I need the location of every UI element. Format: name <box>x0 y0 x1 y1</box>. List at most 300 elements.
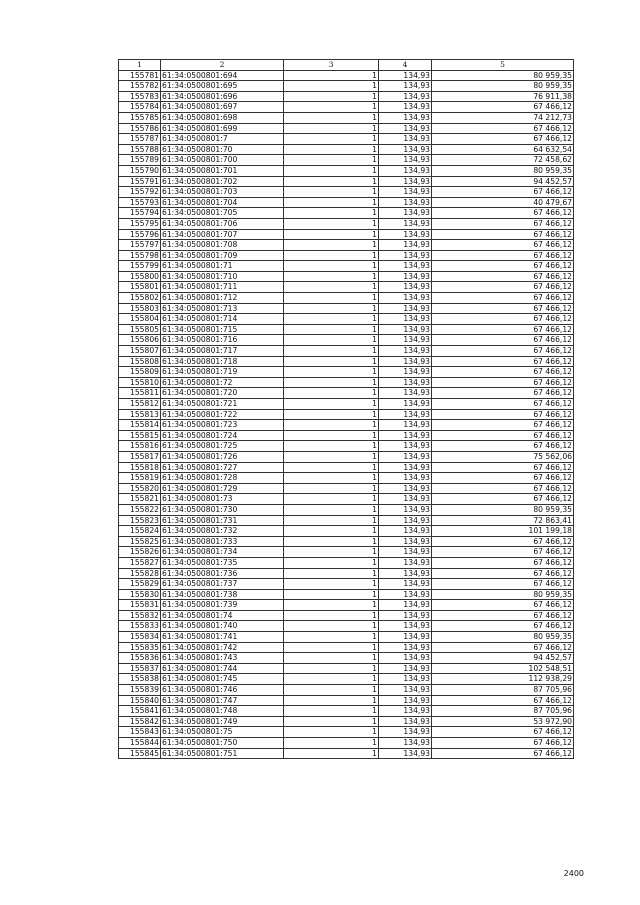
table-row <box>119 346 574 357</box>
cadastral-number-cell: 61:34:0500801:741 <box>161 632 284 643</box>
quantity-cell: 1 <box>284 176 379 187</box>
value-cell: 67 466,12 <box>432 473 574 484</box>
quantity-cell: 1 <box>284 695 379 706</box>
value-cell: 67 466,12 <box>432 536 574 547</box>
cadastral-number-cell: 61:34:0500801:694 <box>161 70 284 81</box>
quantity-cell: 1 <box>284 526 379 537</box>
table-row <box>119 102 574 113</box>
row-number-cell: 155811 <box>119 388 161 399</box>
area-cell: 134,93 <box>379 261 432 272</box>
row-number-cell: 155822 <box>119 504 161 515</box>
table-row <box>119 229 574 240</box>
table-row <box>119 70 574 81</box>
area-cell: 134,93 <box>379 165 432 176</box>
table-row <box>119 589 574 600</box>
area-cell: 134,93 <box>379 293 432 304</box>
quantity-cell: 1 <box>284 155 379 166</box>
table-row <box>119 451 574 462</box>
area-cell: 134,93 <box>379 547 432 558</box>
cadastral-number-cell: 61:34:0500801:735 <box>161 557 284 568</box>
table-row <box>119 462 574 473</box>
column-header-5: 5 <box>432 60 574 71</box>
area-cell: 134,93 <box>379 81 432 92</box>
cadastral-number-cell: 61:34:0500801:706 <box>161 218 284 229</box>
quantity-cell: 1 <box>284 451 379 462</box>
table-row <box>119 112 574 123</box>
quantity-cell: 1 <box>284 536 379 547</box>
value-cell: 87 705,96 <box>432 706 574 717</box>
cadastral-number-cell: 61:34:0500801:717 <box>161 346 284 357</box>
value-cell: 67 466,12 <box>432 441 574 452</box>
table-row <box>119 642 574 653</box>
quantity-cell: 1 <box>284 706 379 717</box>
quantity-cell: 1 <box>284 102 379 113</box>
value-cell: 67 466,12 <box>432 727 574 738</box>
area-cell: 134,93 <box>379 388 432 399</box>
table-row <box>119 282 574 293</box>
value-cell: 75 562,06 <box>432 451 574 462</box>
cadastral-number-cell: 61:34:0500801:719 <box>161 367 284 378</box>
row-number-cell: 155831 <box>119 600 161 611</box>
table-row <box>119 494 574 505</box>
value-cell: 67 466,12 <box>432 483 574 494</box>
value-cell: 72 458,62 <box>432 155 574 166</box>
table-row <box>119 165 574 176</box>
cadastral-number-cell: 61:34:0500801:713 <box>161 303 284 314</box>
quantity-cell: 1 <box>284 377 379 388</box>
cadastral-number-cell: 61:34:0500801:75 <box>161 727 284 738</box>
value-cell: 40 479,67 <box>432 197 574 208</box>
area-cell: 134,93 <box>379 515 432 526</box>
cadastral-number-cell: 61:34:0500801:749 <box>161 716 284 727</box>
quantity-cell: 1 <box>284 547 379 558</box>
table-row <box>119 144 574 155</box>
value-cell: 67 466,12 <box>432 377 574 388</box>
value-cell: 67 466,12 <box>432 494 574 505</box>
quantity-cell: 1 <box>284 271 379 282</box>
cadastral-number-cell: 61:34:0500801:725 <box>161 441 284 452</box>
table-row <box>119 716 574 727</box>
area-cell: 134,93 <box>379 695 432 706</box>
row-number-cell: 155826 <box>119 547 161 558</box>
table-row <box>119 748 574 759</box>
table-row <box>119 250 574 261</box>
row-number-cell: 155844 <box>119 738 161 749</box>
table-row <box>119 261 574 272</box>
table-row <box>119 663 574 674</box>
row-number-cell: 155801 <box>119 282 161 293</box>
cadastral-number-cell: 61:34:0500801:7 <box>161 134 284 145</box>
value-cell: 67 466,12 <box>432 748 574 759</box>
table-row <box>119 81 574 92</box>
area-cell: 134,93 <box>379 420 432 431</box>
table-row <box>119 367 574 378</box>
table-row <box>119 621 574 632</box>
row-number-cell: 155839 <box>119 685 161 696</box>
row-number-cell: 155838 <box>119 674 161 685</box>
area-cell: 134,93 <box>379 240 432 251</box>
area-cell: 134,93 <box>379 229 432 240</box>
cadastral-number-cell: 61:34:0500801:704 <box>161 197 284 208</box>
data-table <box>118 59 574 759</box>
cadastral-number-cell: 61:34:0500801:728 <box>161 473 284 484</box>
area-cell: 134,93 <box>379 144 432 155</box>
cadastral-number-cell: 61:34:0500801:695 <box>161 81 284 92</box>
cadastral-number-cell: 61:34:0500801:696 <box>161 91 284 102</box>
area-cell: 134,93 <box>379 621 432 632</box>
value-cell: 67 466,12 <box>432 324 574 335</box>
table-row <box>119 314 574 325</box>
area-cell: 134,93 <box>379 589 432 600</box>
value-cell: 67 466,12 <box>432 600 574 611</box>
value-cell: 67 466,12 <box>432 409 574 420</box>
cadastral-number-cell: 61:34:0500801:745 <box>161 674 284 685</box>
cadastral-number-cell: 61:34:0500801:750 <box>161 738 284 749</box>
cadastral-number-cell: 61:34:0500801:701 <box>161 165 284 176</box>
cadastral-number-cell: 61:34:0500801:736 <box>161 568 284 579</box>
cadastral-number-cell: 61:34:0500801:744 <box>161 663 284 674</box>
table-header <box>119 60 574 71</box>
table-row <box>119 568 574 579</box>
cadastral-number-cell: 61:34:0500801:724 <box>161 430 284 441</box>
row-number-cell: 155796 <box>119 229 161 240</box>
table-row <box>119 324 574 335</box>
cadastral-number-cell: 61:34:0500801:699 <box>161 123 284 134</box>
quantity-cell: 1 <box>284 589 379 600</box>
row-number-cell: 155782 <box>119 81 161 92</box>
row-number-cell: 155784 <box>119 102 161 113</box>
cadastral-number-cell: 61:34:0500801:72 <box>161 377 284 388</box>
row-number-cell: 155806 <box>119 335 161 346</box>
area-cell: 134,93 <box>379 324 432 335</box>
quantity-cell: 1 <box>284 144 379 155</box>
quantity-cell: 1 <box>284 462 379 473</box>
row-number-cell: 155828 <box>119 568 161 579</box>
value-cell: 67 466,12 <box>432 187 574 198</box>
quantity-cell: 1 <box>284 282 379 293</box>
cadastral-number-cell: 61:34:0500801:740 <box>161 621 284 632</box>
cadastral-number-cell: 61:34:0500801:74 <box>161 610 284 621</box>
cadastral-number-cell: 61:34:0500801:739 <box>161 600 284 611</box>
value-cell: 67 466,12 <box>432 738 574 749</box>
table-row <box>119 685 574 696</box>
quantity-cell: 1 <box>284 293 379 304</box>
quantity-cell: 1 <box>284 727 379 738</box>
row-number-cell: 155832 <box>119 610 161 621</box>
quantity-cell: 1 <box>284 568 379 579</box>
row-number-cell: 155800 <box>119 271 161 282</box>
row-number-cell: 155803 <box>119 303 161 314</box>
value-cell: 67 466,12 <box>432 335 574 346</box>
cadastral-number-cell: 61:34:0500801:721 <box>161 399 284 410</box>
value-cell: 67 466,12 <box>432 102 574 113</box>
value-cell: 53 972,90 <box>432 716 574 727</box>
area-cell: 134,93 <box>379 314 432 325</box>
row-number-cell: 155830 <box>119 589 161 600</box>
value-cell: 67 466,12 <box>432 621 574 632</box>
table-row <box>119 632 574 643</box>
area-cell: 134,93 <box>379 91 432 102</box>
quantity-cell: 1 <box>284 473 379 484</box>
value-cell: 67 466,12 <box>432 134 574 145</box>
value-cell: 67 466,12 <box>432 557 574 568</box>
table-row <box>119 526 574 537</box>
quantity-cell: 1 <box>284 441 379 452</box>
area-cell: 134,93 <box>379 536 432 547</box>
cadastral-number-cell: 61:34:0500801:705 <box>161 208 284 219</box>
cadastral-number-cell: 61:34:0500801:703 <box>161 187 284 198</box>
table-row <box>119 515 574 526</box>
cadastral-number-cell: 61:34:0500801:730 <box>161 504 284 515</box>
value-cell: 72 863,41 <box>432 515 574 526</box>
table-row <box>119 547 574 558</box>
table-row <box>119 293 574 304</box>
quantity-cell: 1 <box>284 134 379 145</box>
table-row <box>119 674 574 685</box>
area-cell: 134,93 <box>379 600 432 611</box>
area-cell: 134,93 <box>379 716 432 727</box>
value-cell: 67 466,12 <box>432 367 574 378</box>
value-cell: 67 466,12 <box>432 250 574 261</box>
quantity-cell: 1 <box>284 748 379 759</box>
value-cell: 67 466,12 <box>432 420 574 431</box>
row-number-cell: 155802 <box>119 293 161 304</box>
row-number-cell: 155812 <box>119 399 161 410</box>
area-cell: 134,93 <box>379 685 432 696</box>
value-cell: 67 466,12 <box>432 399 574 410</box>
area-cell: 134,93 <box>379 674 432 685</box>
row-number-cell: 155829 <box>119 579 161 590</box>
cadastral-number-cell: 61:34:0500801:727 <box>161 462 284 473</box>
quantity-cell: 1 <box>284 579 379 590</box>
row-number-cell: 155809 <box>119 367 161 378</box>
value-cell: 67 466,12 <box>432 303 574 314</box>
table-row <box>119 536 574 547</box>
cadastral-number-cell: 61:34:0500801:707 <box>161 229 284 240</box>
value-cell: 94 452,57 <box>432 653 574 664</box>
column-header-4: 4 <box>379 60 432 71</box>
value-cell: 67 466,12 <box>432 261 574 272</box>
quantity-cell: 1 <box>284 600 379 611</box>
cadastral-number-cell: 61:34:0500801:71 <box>161 261 284 272</box>
cadastral-number-cell: 61:34:0500801:723 <box>161 420 284 431</box>
value-cell: 67 466,12 <box>432 240 574 251</box>
value-cell: 94 452,57 <box>432 176 574 187</box>
table-row <box>119 134 574 145</box>
area-cell: 134,93 <box>379 557 432 568</box>
value-cell: 80 959,35 <box>432 504 574 515</box>
value-cell: 67 466,12 <box>432 314 574 325</box>
quantity-cell: 1 <box>284 642 379 653</box>
quantity-cell: 1 <box>284 165 379 176</box>
value-cell: 87 705,96 <box>432 685 574 696</box>
area-cell: 134,93 <box>379 356 432 367</box>
row-number-cell: 155845 <box>119 748 161 759</box>
row-number-cell: 155824 <box>119 526 161 537</box>
quantity-cell: 1 <box>284 663 379 674</box>
quantity-cell: 1 <box>284 653 379 664</box>
row-number-cell: 155843 <box>119 727 161 738</box>
row-number-cell: 155781 <box>119 70 161 81</box>
area-cell: 134,93 <box>379 250 432 261</box>
value-cell: 67 466,12 <box>432 462 574 473</box>
row-number-cell: 155841 <box>119 706 161 717</box>
value-cell: 80 959,35 <box>432 81 574 92</box>
cadastral-number-cell: 61:34:0500801:70 <box>161 144 284 155</box>
area-cell: 134,93 <box>379 526 432 537</box>
cadastral-number-cell: 61:34:0500801:698 <box>161 112 284 123</box>
quantity-cell: 1 <box>284 674 379 685</box>
row-number-cell: 155825 <box>119 536 161 547</box>
area-cell: 134,93 <box>379 282 432 293</box>
value-cell: 67 466,12 <box>432 346 574 357</box>
cadastral-number-cell: 61:34:0500801:722 <box>161 409 284 420</box>
cadastral-number-cell: 61:34:0500801:709 <box>161 250 284 261</box>
value-cell: 101 199,18 <box>432 526 574 537</box>
value-cell: 112 938,29 <box>432 674 574 685</box>
quantity-cell: 1 <box>284 409 379 420</box>
quantity-cell: 1 <box>284 557 379 568</box>
area-cell: 134,93 <box>379 494 432 505</box>
quantity-cell: 1 <box>284 399 379 410</box>
table-row <box>119 409 574 420</box>
quantity-cell: 1 <box>284 685 379 696</box>
cadastral-number-cell: 61:34:0500801:737 <box>161 579 284 590</box>
area-cell: 134,93 <box>379 102 432 113</box>
table-row <box>119 706 574 717</box>
value-cell: 67 466,12 <box>432 282 574 293</box>
value-cell: 67 466,12 <box>432 356 574 367</box>
column-header-3: 3 <box>284 60 379 71</box>
row-number-cell: 155819 <box>119 473 161 484</box>
area-cell: 134,93 <box>379 610 432 621</box>
row-number-cell: 155833 <box>119 621 161 632</box>
area-cell: 134,93 <box>379 473 432 484</box>
row-number-cell: 155837 <box>119 663 161 674</box>
value-cell: 80 959,35 <box>432 632 574 643</box>
quantity-cell: 1 <box>284 621 379 632</box>
area-cell: 134,93 <box>379 346 432 357</box>
header-row <box>119 60 574 71</box>
row-number-cell: 155783 <box>119 91 161 102</box>
area-cell: 134,93 <box>379 642 432 653</box>
cadastral-number-cell: 61:34:0500801:711 <box>161 282 284 293</box>
quantity-cell: 1 <box>284 716 379 727</box>
column-header-2: 2 <box>161 60 284 71</box>
row-number-cell: 155821 <box>119 494 161 505</box>
quantity-cell: 1 <box>284 187 379 198</box>
row-number-cell: 155785 <box>119 112 161 123</box>
cadastral-number-cell: 61:34:0500801:729 <box>161 483 284 494</box>
value-cell: 67 466,12 <box>432 642 574 653</box>
row-number-cell: 155814 <box>119 420 161 431</box>
row-number-cell: 155791 <box>119 176 161 187</box>
row-number-cell: 155805 <box>119 324 161 335</box>
area-cell: 134,93 <box>379 187 432 198</box>
table-row <box>119 91 574 102</box>
area-cell: 134,93 <box>379 483 432 494</box>
quantity-cell: 1 <box>284 91 379 102</box>
value-cell: 67 466,12 <box>432 610 574 621</box>
quantity-cell: 1 <box>284 112 379 123</box>
cadastral-number-cell: 61:34:0500801:732 <box>161 526 284 537</box>
table-row <box>119 483 574 494</box>
table-row <box>119 197 574 208</box>
area-cell: 134,93 <box>379 197 432 208</box>
quantity-cell: 1 <box>284 610 379 621</box>
value-cell: 102 548,51 <box>432 663 574 674</box>
table-row <box>119 557 574 568</box>
row-number-cell: 155842 <box>119 716 161 727</box>
quantity-cell: 1 <box>284 335 379 346</box>
cadastral-number-cell: 61:34:0500801:710 <box>161 271 284 282</box>
row-number-cell: 155827 <box>119 557 161 568</box>
row-number-cell: 155797 <box>119 240 161 251</box>
cadastral-number-cell: 61:34:0500801:720 <box>161 388 284 399</box>
table-row <box>119 399 574 410</box>
cadastral-number-cell: 61:34:0500801:708 <box>161 240 284 251</box>
area-cell: 134,93 <box>379 727 432 738</box>
area-cell: 134,93 <box>379 504 432 515</box>
quantity-cell: 1 <box>284 70 379 81</box>
value-cell: 80 959,35 <box>432 165 574 176</box>
table-row <box>119 187 574 198</box>
area-cell: 134,93 <box>379 271 432 282</box>
row-number-cell: 155794 <box>119 208 161 219</box>
area-cell: 134,93 <box>379 706 432 717</box>
quantity-cell: 1 <box>284 240 379 251</box>
row-number-cell: 155823 <box>119 515 161 526</box>
row-number-cell: 155790 <box>119 165 161 176</box>
cadastral-number-cell: 61:34:0500801:697 <box>161 102 284 113</box>
quantity-cell: 1 <box>284 504 379 515</box>
area-cell: 134,93 <box>379 218 432 229</box>
area-cell: 134,93 <box>379 653 432 664</box>
quantity-cell: 1 <box>284 197 379 208</box>
cadastral-number-cell: 61:34:0500801:702 <box>161 176 284 187</box>
area-cell: 134,93 <box>379 663 432 674</box>
value-cell: 67 466,12 <box>432 579 574 590</box>
area-cell: 134,93 <box>379 377 432 388</box>
area-cell: 134,93 <box>379 123 432 134</box>
quantity-cell: 1 <box>284 208 379 219</box>
row-number-cell: 155789 <box>119 155 161 166</box>
value-cell: 67 466,12 <box>432 388 574 399</box>
table-row <box>119 155 574 166</box>
value-cell: 64 632,54 <box>432 144 574 155</box>
table-row <box>119 335 574 346</box>
area-cell: 134,93 <box>379 462 432 473</box>
area-cell: 134,93 <box>379 748 432 759</box>
quantity-cell: 1 <box>284 515 379 526</box>
row-number-cell: 155804 <box>119 314 161 325</box>
area-cell: 134,93 <box>379 451 432 462</box>
quantity-cell: 1 <box>284 346 379 357</box>
cadastral-number-cell: 61:34:0500801:751 <box>161 748 284 759</box>
cadastral-number-cell: 61:34:0500801:747 <box>161 695 284 706</box>
table-row <box>119 420 574 431</box>
cadastral-number-cell: 61:34:0500801:731 <box>161 515 284 526</box>
table-row <box>119 388 574 399</box>
cadastral-number-cell: 61:34:0500801:715 <box>161 324 284 335</box>
quantity-cell: 1 <box>284 250 379 261</box>
table-row <box>119 610 574 621</box>
table-row <box>119 356 574 367</box>
quantity-cell: 1 <box>284 324 379 335</box>
quantity-cell: 1 <box>284 632 379 643</box>
table-row <box>119 123 574 134</box>
area-cell: 134,93 <box>379 155 432 166</box>
